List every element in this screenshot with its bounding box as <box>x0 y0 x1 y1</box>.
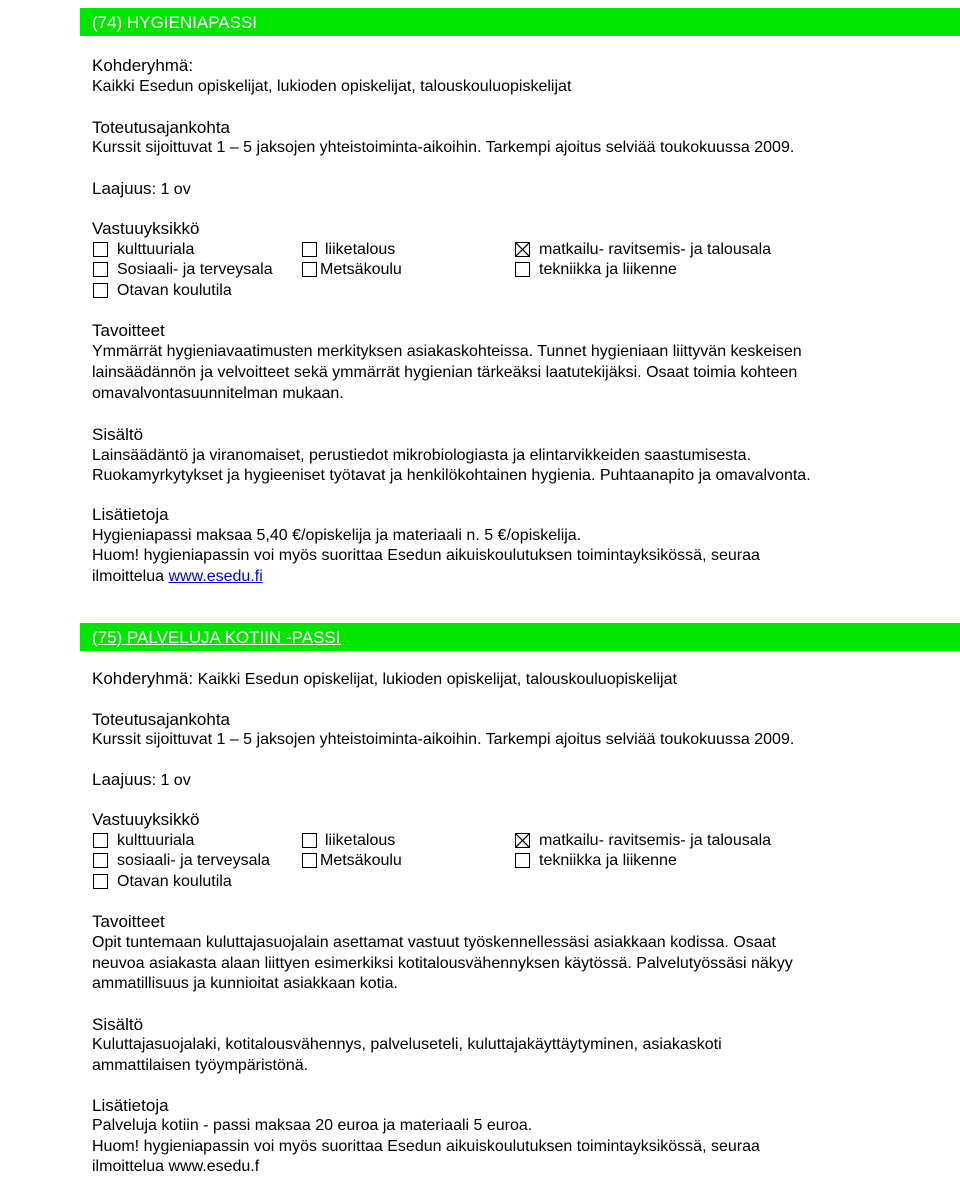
checked-x-icon <box>516 834 529 847</box>
checkbox-sosiaali[interactable] <box>93 262 108 277</box>
checkbox-label: Otavan koulutila <box>117 282 232 299</box>
checkbox-label: matkailu- ravitsemis- ja talousala <box>539 241 772 258</box>
ilmoittelua-prefix: ilmoittelua <box>92 568 169 585</box>
kohderyhma-value: Kaikki Esedun opiskelijat, lukioden opiskelijat, talouskouluopiskelijat <box>92 78 572 95</box>
checkbox-label: Sosiaali- ja terveysala <box>117 261 273 278</box>
toteutus-value: Kurssit sijoittuvat 1 – 5 jaksojen yhteistoiminta-aikoihin. Tarkempi ajoitus selviää toukokuussa 2009. <box>92 731 795 748</box>
sisalto-label: Sisältö <box>92 1015 144 1034</box>
tavoitteet-line: Opit tuntemaan kuluttajasuojalain asettamat vastuut työskennellessäsi asiakkaan kodissa. Osaat <box>92 934 776 951</box>
laajuus-row <box>92 179 191 200</box>
toteutus-value: Kurssit sijoittuvat 1 – 5 jaksojen yhteistoiminta-aikoihin. Tarkempi ajoitus selviää toukokuussa 2009. <box>92 139 795 156</box>
vastuu-label: Vastuuyksikkö <box>92 810 200 829</box>
checkbox-label: Metsäkoulu <box>320 852 402 869</box>
checkbox-label: Otavan koulutila <box>117 873 232 890</box>
tavoitteet-line: ammatillisuus ja kunnioitat asiakkaan kotia. <box>92 975 398 992</box>
sisalto-line: Kuluttajasuojalaki, kotitalousvähennys, palveluseteli, kuluttajakäyttäytyminen, asiakaskoti <box>92 1036 722 1053</box>
esedu-link[interactable]: www.esedu.fi <box>168 568 263 585</box>
checkbox-sosiaali[interactable] <box>93 853 108 868</box>
tavoitteet-line: neuvoa asiakasta alaan liittyen esimerkiksi kotitalousvähennyksen käytössä. Palvelutyössäsi näkyy <box>92 955 793 972</box>
checkbox-label: Metsäkoulu <box>320 261 402 278</box>
laajuus-label: Laajuus <box>92 179 152 198</box>
checkbox-tekniikka[interactable] <box>515 262 530 277</box>
toteutus-label: Toteutusajankohta <box>92 710 230 729</box>
checkbox-kulttuuriala[interactable] <box>93 242 108 257</box>
sisalto-line: ammattilaisen työympäristönä. <box>92 1057 309 1074</box>
kohderyhma-label: Kohderyhmä: <box>92 56 194 75</box>
laajuus-value: : 1 ov <box>151 181 191 198</box>
checkbox-label: kulttuuriala <box>117 241 195 258</box>
checkbox-metsakoulu[interactable] <box>302 853 317 868</box>
checkbox-label: liiketalous <box>325 241 396 258</box>
lisatietoja-label: Lisätietoja <box>92 505 169 524</box>
laajuus-value: : 1 ov <box>151 772 191 789</box>
checkbox-label: kulttuuriala <box>117 832 195 849</box>
checkbox-liiketalous[interactable] <box>302 242 317 257</box>
ilmoittelua-prefix: ilmoittelua <box>92 1158 169 1175</box>
tavoitteet-line: Ymmärrät hygieniavaatimusten merkityksen asiakaskohteissa. Tunnet hygieniaan liittyvän keskeisen <box>92 343 802 360</box>
esedu-text: www.esedu.f <box>168 1158 260 1175</box>
lisatietoja-label: Lisätietoja <box>92 1096 169 1115</box>
lisatietoja-line: Hygieniapassi maksaa 5,40 €/opiskelija ja materiaali n. 5 €/opiskelija. <box>92 527 582 544</box>
tavoitteet-label: Tavoitteet <box>92 321 165 340</box>
sisalto-label: Sisältö <box>92 425 144 444</box>
sisalto-line: Ruokamyrkytykset ja hygieeniset työtavat ja henkilökohtainen hygienia. Puhtaanapito ja omavalvonta. <box>92 467 811 484</box>
lisatietoja-line: Huom! hygieniapassin voi myös suorittaa Esedun aikuiskoulutuksen toimintayksikössä, seuraa <box>92 547 760 564</box>
checkbox-kulttuuriala[interactable] <box>93 833 108 848</box>
tavoitteet-line: lainsäädännön ja velvoitteet sekä ymmärrät hygienian tärkeäksi laatutekijäksi. Osaat toimia kohteen <box>92 364 798 381</box>
section-title: (74) HYGIENIAPASSI <box>92 13 258 32</box>
laajuus-row <box>92 770 191 791</box>
tavoitteet-label: Tavoitteet <box>92 912 165 931</box>
checkbox-label: tekniikka ja liikenne <box>539 261 677 278</box>
lisatietoja-line: Palveluja kotiin - passi maksaa 20 euroa ja materiaali 5 euroa. <box>92 1117 533 1134</box>
lisatietoja-line: Huom! hygieniapassin voi myös suorittaa Esedun aikuiskoulutuksen toimintayksikössä, seuraa <box>92 1138 760 1155</box>
checked-x-icon <box>516 243 529 256</box>
ilmoittelua-line <box>92 1157 259 1177</box>
toteutus-label: Toteutusajankohta <box>92 118 230 137</box>
checkbox-liiketalous[interactable] <box>302 833 317 848</box>
kohderyhma-value: Kaikki Esedun opiskelijat, lukioden opiskelijat, talouskouluopiskelijat <box>193 671 677 688</box>
kohderyhma-label: Kohderyhmä: <box>92 669 194 688</box>
checkbox-matkailu-checked[interactable] <box>515 833 530 848</box>
checkbox-otava[interactable] <box>93 283 108 298</box>
section-title: (75) PALVELUJA KOTIIN -PASSI <box>92 628 341 647</box>
tavoitteet-line: omavalvontasuunnitelman mukaan. <box>92 385 344 402</box>
checkbox-tekniikka[interactable] <box>515 853 530 868</box>
checkbox-label: matkailu- ravitsemis- ja talousala <box>539 832 772 849</box>
laajuus-label: Laajuus <box>92 770 152 789</box>
checkbox-label: sosiaali- ja terveysala <box>117 852 270 869</box>
checkbox-metsakoulu[interactable] <box>302 262 317 277</box>
section-header-bar <box>80 8 960 36</box>
vastuu-label: Vastuuyksikkö <box>92 219 200 238</box>
sisalto-line: Lainsäädäntö ja viranomaiset, perustiedot mikrobiologiasta ja elintarvikkeiden saastumisesta. <box>92 447 752 464</box>
checkbox-matkailu-checked[interactable] <box>515 242 530 257</box>
checkbox-label: tekniikka ja liikenne <box>539 852 677 869</box>
kohderyhma-row <box>92 669 677 690</box>
section-header-bar <box>80 623 960 651</box>
checkbox-otava[interactable] <box>93 874 108 889</box>
ilmoittelua-line <box>92 567 263 587</box>
checkbox-label: liiketalous <box>325 832 396 849</box>
